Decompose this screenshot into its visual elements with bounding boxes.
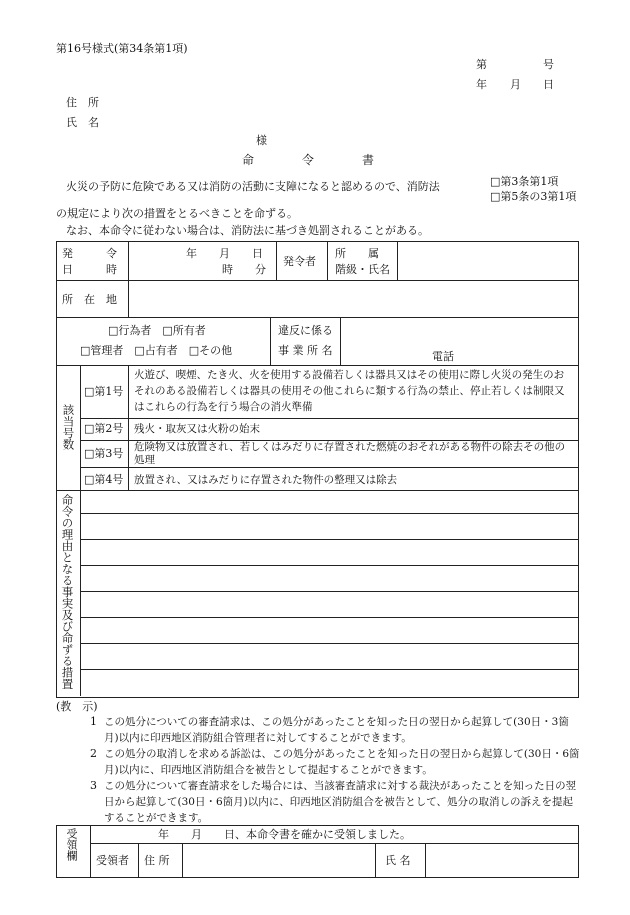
affiliation-label-1: 所 属: [335, 247, 379, 260]
issue-date-day: 日: [543, 78, 554, 91]
document-number-prefix: 第: [476, 58, 487, 71]
item-3-text: 危険物又は放置され、若しくはみだりに存置された燃焼のおそれがある物件の除去その他の処理: [134, 441, 566, 466]
receipt-date-text: 年 月 日、本命令書を確かに受領しました。: [158, 828, 411, 841]
notice-heading: (教 示): [56, 700, 98, 713]
issue-date-year: 年: [476, 78, 487, 91]
affiliation-label-2: 階級・氏名: [335, 263, 390, 276]
body-line-2: の規定により次の措置をとるべきことを命ずる。: [56, 207, 298, 220]
order-table: [56, 241, 579, 698]
applicable-number-label: 該当号数: [61, 404, 76, 450]
recipient-honorific: 様: [256, 134, 267, 147]
notice-item-1: この処分についての審査請求は、この処分があったことを知った日の翌日から起算して(30日・3箇月)以内に印西地区消防組合管理者に対してすることができます。: [104, 716, 569, 744]
party-options-row-2[interactable]: □管理者 □占有者 □その他: [80, 344, 233, 357]
recipient-name-label: 氏 名: [66, 116, 99, 129]
article-option-a[interactable]: □第3条第1項: [490, 175, 559, 188]
body-line-3: なお、本命令に従わない場合は、消防法に基づき処罰されることがある。: [66, 224, 429, 237]
document-title: 命 令 書: [242, 153, 375, 167]
notice-item-3-number: 3: [90, 779, 97, 792]
party-options-row-1[interactable]: □行為者 □所有者: [108, 324, 206, 337]
receiver-name-label: 氏 名: [385, 854, 411, 867]
issue-datetime-label-2: 日 時: [62, 263, 117, 276]
recipient-address-label: 住 所: [66, 96, 99, 109]
notice-item-2-number: 2: [90, 747, 97, 760]
location-label: 所 在 地: [62, 293, 117, 306]
item-4-check[interactable]: □第4号: [84, 473, 124, 486]
phone-label: 電話: [432, 350, 454, 363]
notice-item-1-number: 1: [90, 715, 97, 728]
item-1-text: 火遊び、喫煙、たき火、火を使用する設備若しくは器具又はその使用に際し火災の発生のおそれのある設備若しくは器具の使用その他これらに類する行為の禁止、停止若しくは制限又はこれらの行為を行う場合の消火準備: [134, 369, 565, 413]
item-4-text: 放置され、又はみだりに存置された物件の整理又は除去: [134, 474, 398, 486]
item-1-check[interactable]: □第1号: [84, 385, 124, 398]
violation-label-1: 違反に係る: [278, 324, 333, 337]
receipt-label: 受領欄: [65, 828, 78, 861]
item-2-text: 残火・取灰又は火粉の始末: [134, 423, 260, 435]
item-3-check[interactable]: □第3号: [84, 447, 124, 460]
document-number-suffix: 号: [543, 58, 554, 71]
reason-label: 命令の理由となる事実及び命ずる措置: [60, 494, 75, 690]
notice-item-3: この処分について審査請求をした場合には、当該審査請求に対する裁決があったことを知った日の翌日から起算して(30日・6箇月)以内に、印西地区消防組合を被告として、処分の取消しの訴えを提起することができます。: [104, 780, 577, 824]
issue-date-month: 月: [510, 78, 521, 91]
receiver-label: 受領者: [96, 854, 129, 867]
issuer-label: 発令者: [283, 255, 316, 268]
receiver-address-label: 住 所: [144, 854, 170, 867]
item-2-check[interactable]: □第2号: [84, 422, 124, 435]
form-number: 第16号様式(第34条第1項): [56, 42, 188, 55]
body-line-1: 火災の予防に危険である又は消防の活動に支障になると認めるので、消防法: [66, 180, 440, 193]
article-option-b[interactable]: □第5条の3第1項: [490, 190, 577, 203]
issue-time-field[interactable]: 時 分: [222, 263, 266, 276]
notice-item-2: この処分の取消しを求める訴訟は、この処分があったことを知った日の翌日から起算して(30日・6箇月)以内に、印西地区消防組合を被告として提起することができます。: [104, 748, 580, 776]
issue-date-field[interactable]: 年 月 日: [186, 247, 263, 260]
violation-label-2: 事 業 所 名: [278, 344, 333, 357]
issue-datetime-label-1: 発 令: [62, 247, 117, 260]
